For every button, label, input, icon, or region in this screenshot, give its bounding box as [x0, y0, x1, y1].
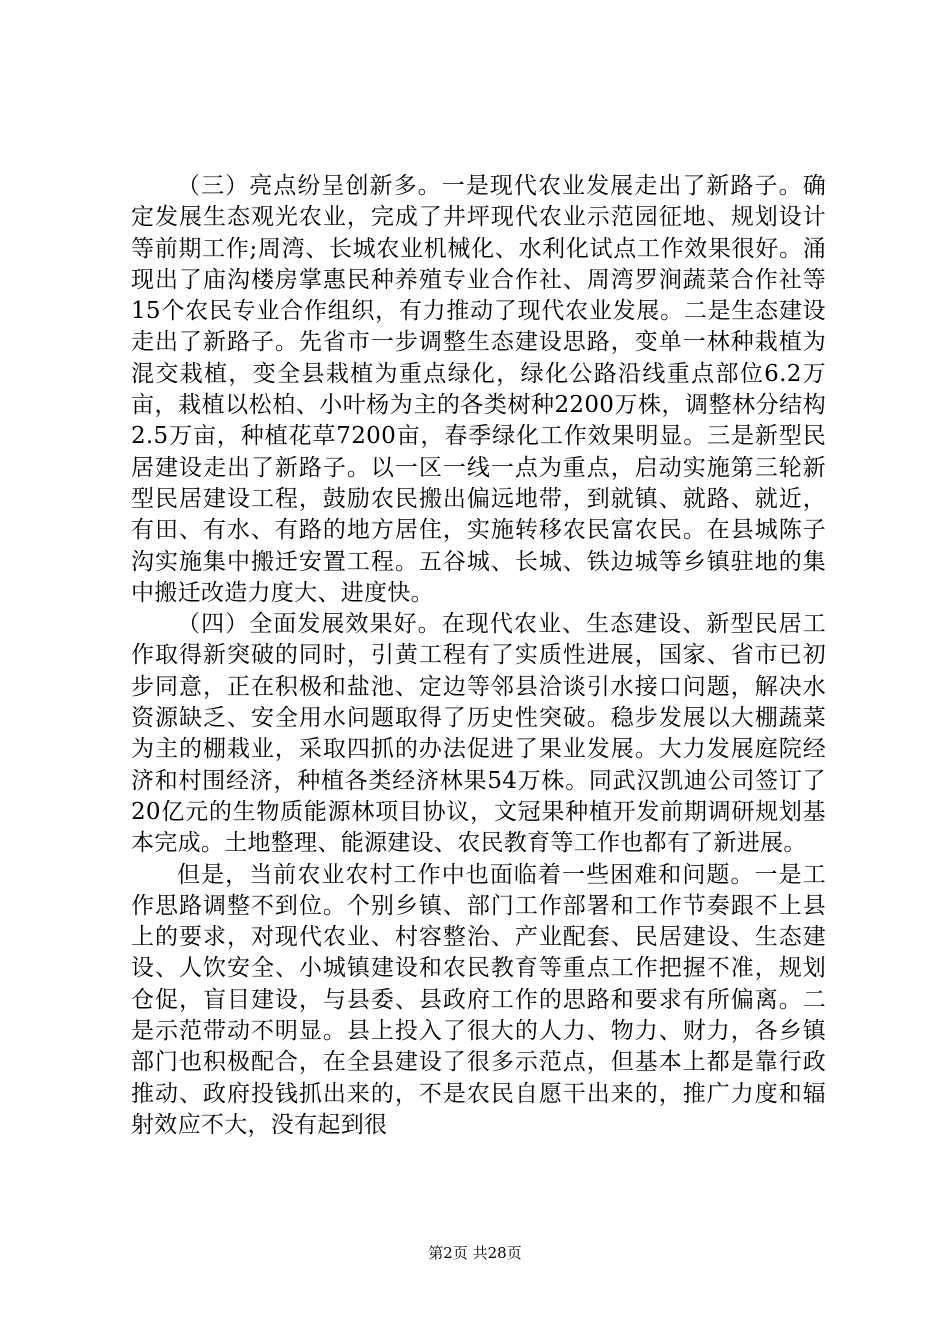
- paragraph-highlights: （三）亮点纷呈创新多。一是现代农业发展走出了新路子。确定发展生态观光农业，完成了井坪现代农业示范园征地、规划设计等前期工作;周湾、长城农业机械化、水利化试点工作效果很好。涌现出了庙沟楼房掌惠民种养殖专业合作社、周湾罗涧蔬菜合作社等15个农民专业合作组织，有力推动了现代农业发展。二是生态建设走出了新路子。先省市一步调整生态建设思路，变单一林种栽植为混交栽植，变全县栽植为重点绿化，绿化公路沿线重点部位6.2万亩，栽植以松柏、小叶杨为主的各类树种2200万株，调整林分结构2.5万亩，种植花草7200亩，春季绿化工作效果明显。三是新型民居建设走出了新路子。以一区一线一点为重点，启动实施第三轮新型民居建设工程，鼓励农民搬出偏远地带，到就镇、就路、就近，有田、有水、有路的地方居住，实施转移农民富农民。在县城陈子沟实施集中搬迁安置工程。五谷城、长城、铁边城等乡镇驻地的集中搬迁改造力度大、进度快。: [131, 173, 826, 606]
- paragraph-problems: 但是，当前农业农村工作中也面临着一些困难和问题。一是工作思路调整不到位。个别乡镇、部门工作部署和工作节奏跟不上县上的要求，对现代农业、村容整治、产业配套、民居建设、生态建设、人饮安全、小城镇建设和农民教育等重点工作把握不准，规划仓促，盲目建设，与县委、县政府工作的思路和要求有所偏离。二是示范带动不明显。县上投入了很大的人力、物力、财力，各乡镇部门也积极配合，在全县建设了很多示范点，但基本上都是靠行政推动、政府投钱抓出来的，不是农民自愿干出来的，推广力度和辐射效应不大，没有起到很: [131, 861, 826, 1138]
- paragraph-overall-development: （四）全面发展效果好。在现代农业、生态建设、新型民居工作取得新突破的同时，引黄工程有了实质性进展，国家、省市已初步同意，正在积极和盐池、定边等邻县洽谈引水接口问题，解决水资源缺乏、安全用水问题取得了历史性突破。稳步发展以大棚蔬菜为主的棚栽业，采取四抓的办法促进了果业发展。大力发展庭院经济和村围经济，种植各类经济林果54万株。同武汉凯迪公司签订了20亿元的生物质能源林项目协议，文冠果种植开发前期调研规划基本完成。土地整理、能源建设、农民教育等工作也都有了新进展。: [131, 611, 826, 857]
- document-body: [131, 171, 826, 1141]
- page-footer: 第2页 共28页: [428, 1244, 522, 1262]
